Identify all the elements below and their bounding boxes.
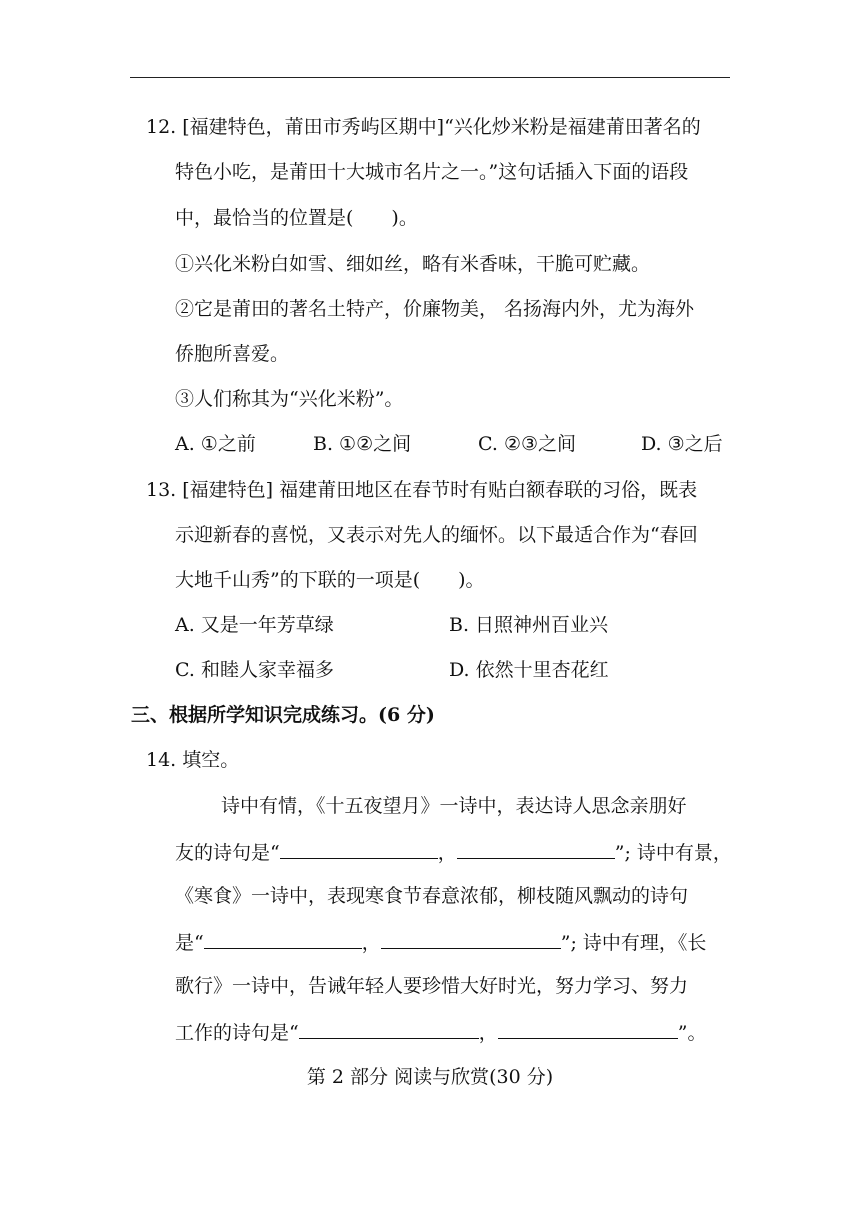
q12-line-4: ①兴化米粉白如雪、细如丝，略有米香味，干脆可贮藏。 — [175, 253, 651, 275]
q12-line-1: 12. [福建特色，莆田市秀屿区期中]“兴化炒米粉是福建莆田著名的 — [146, 116, 701, 138]
q14-line-2-suffix: ”; 诗中有景， — [614, 842, 732, 864]
q13-line-1: 13. [福建特色] 福建莆田地区在春节时有贴白额春联的习俗，既表 — [146, 479, 698, 501]
part-2-heading: 第 2 部分 阅读与欣赏(30 分) — [306, 1066, 554, 1088]
q14-line-1: 诗中有情，《十五夜望月》一诗中，表达诗人思念亲朋好 — [221, 795, 687, 817]
q14-label: 14. 填空。 — [146, 749, 240, 771]
poem-blank-6[interactable] — [498, 1018, 678, 1039]
q13-option-c[interactable]: C. 和睦人家幸福多 — [175, 659, 334, 681]
q14-line-5: 歌行》一诗中，告诫年轻人要珍惜大好时光，努力学习、努力 — [175, 975, 689, 997]
q12-option-b[interactable]: B. ①②之间 — [313, 433, 412, 455]
q12-line-3: 中，最恰当的位置是( )。 — [175, 207, 418, 229]
q14-line-4-prefix: 是“ — [175, 932, 204, 954]
q14-line-4-suffix: ”; 诗中有理，《长 — [560, 932, 707, 954]
q12-line-6: 侨胞所喜爱。 — [175, 343, 290, 365]
q12-line-2: 特色小吃，是莆田十大城市名片之一。”这句话插入下面的语段 — [175, 161, 689, 183]
q14-line-2 — [175, 838, 732, 866]
poem-blank-5[interactable] — [299, 1018, 479, 1039]
section-3-title: 三、根据所学知识完成练习。(6 分) — [131, 704, 435, 726]
q13-option-b[interactable]: B. 日照神州百业兴 — [449, 614, 609, 636]
poem-blank-4[interactable] — [381, 928, 561, 949]
q14-line-4-comma: ， — [361, 932, 381, 954]
q13-line-3: 大地千山秀”的下联的一项是( )。 — [175, 569, 485, 591]
q14-line-4 — [175, 928, 706, 956]
q12-line-7: ③人们称其为“兴化米粉”。 — [175, 388, 404, 410]
q13-option-a[interactable]: A. 又是一年芳草绿 — [175, 614, 334, 636]
q14-line-6-comma: ， — [478, 1022, 498, 1044]
q14-line-2-comma: ， — [437, 842, 457, 864]
poem-blank-2[interactable] — [457, 838, 615, 859]
q14-line-3: 《寒食》一诗中，表现寒食节春意浓郁，柳枝随风飘动的诗句 — [175, 885, 689, 907]
q14-line-6-suffix: ”。 — [677, 1022, 707, 1044]
q13-line-2: 示迎新春的喜悦，又表示对先人的缅怀。以下最适合作为“春回 — [175, 524, 698, 546]
q14-line-2-prefix: 友的诗句是“ — [175, 842, 280, 864]
q12-option-a[interactable]: A. ①之前 — [175, 433, 256, 455]
q12-option-c[interactable]: C. ②③之间 — [478, 433, 577, 455]
q14-line-6 — [175, 1018, 706, 1046]
poem-blank-1[interactable] — [280, 838, 438, 859]
top-rule — [130, 77, 730, 78]
q13-option-d[interactable]: D. 依然十里杏花红 — [449, 659, 609, 681]
q12-option-d[interactable]: D. ③之后 — [641, 433, 723, 455]
q14-line-6-prefix: 工作的诗句是“ — [175, 1022, 299, 1044]
poem-blank-3[interactable] — [204, 928, 362, 949]
q12-line-5: ②它是莆田的著名土特产，价廉物美， 名扬海内外，尤为海外 — [175, 298, 695, 320]
